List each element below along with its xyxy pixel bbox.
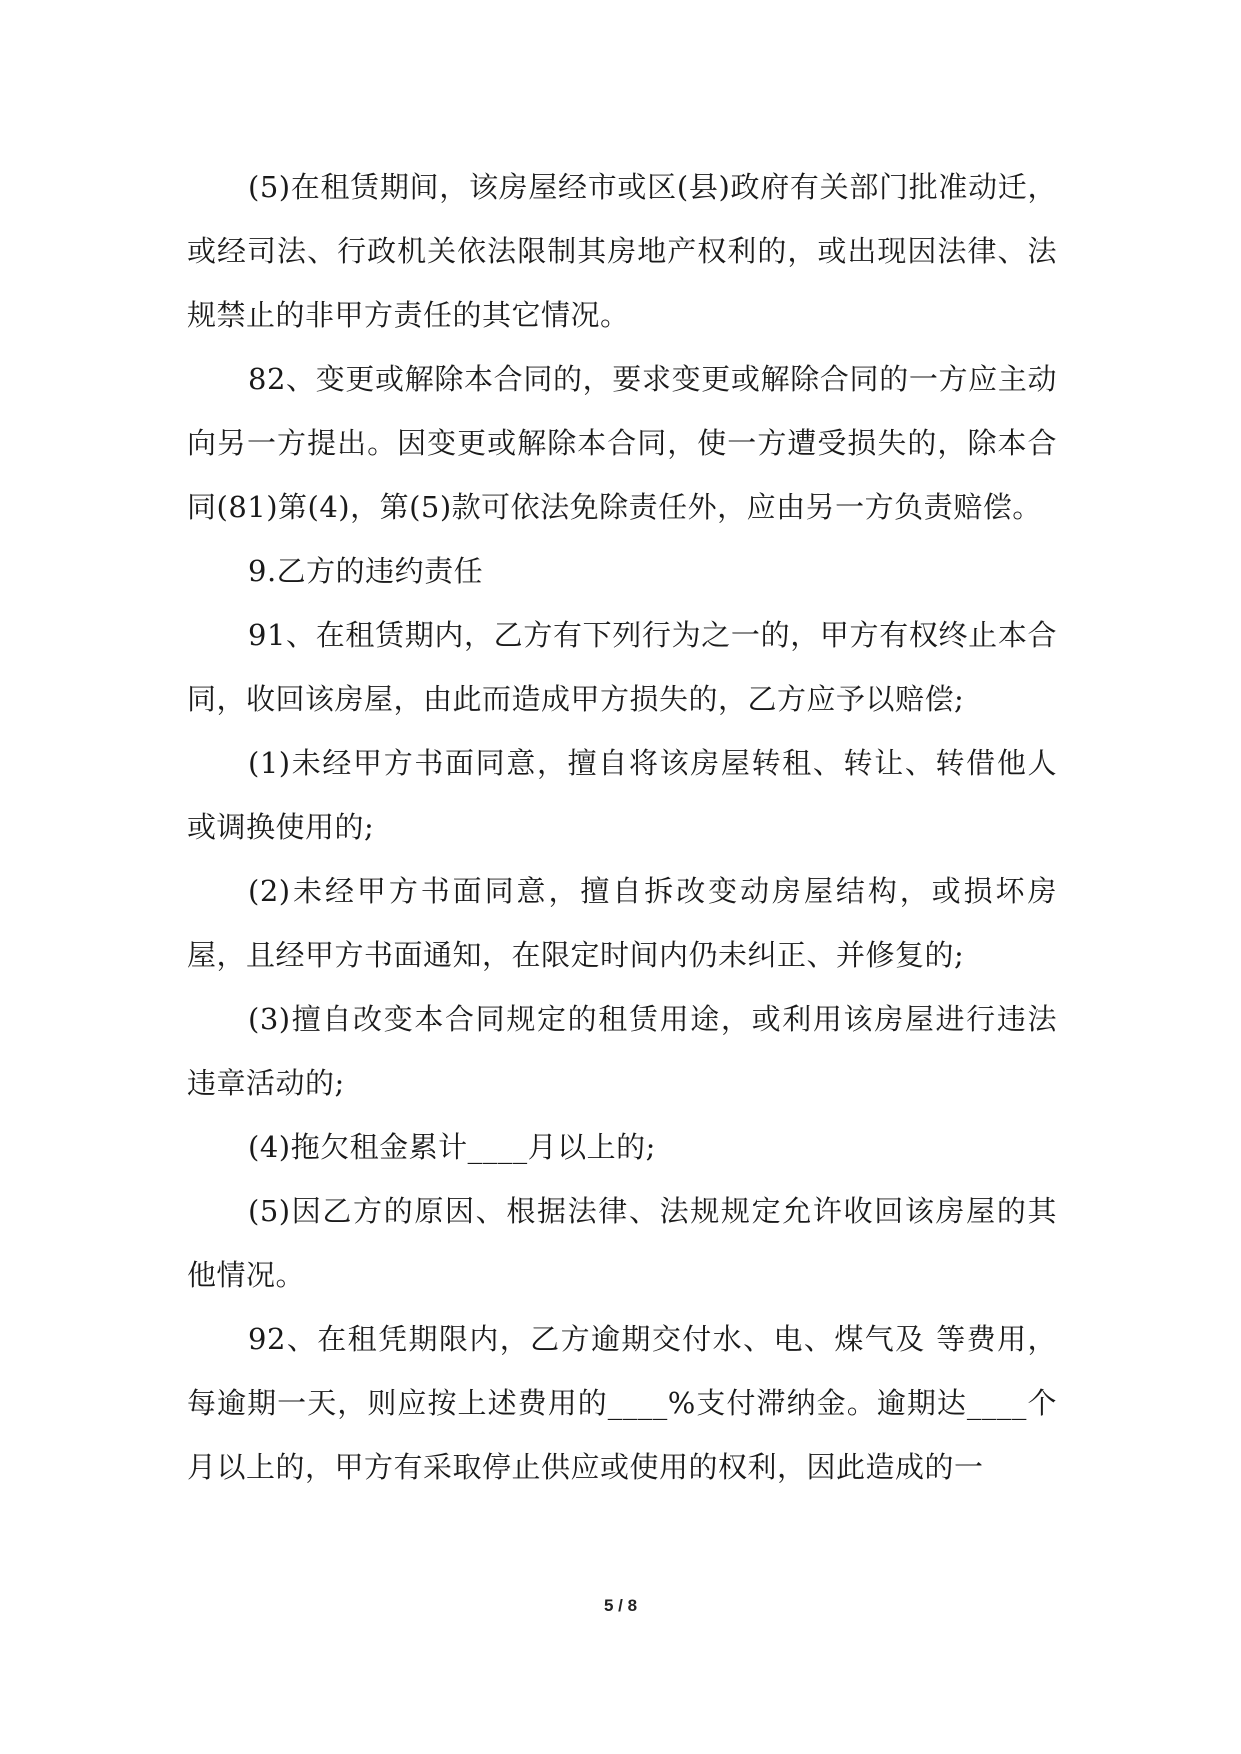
paragraph-91: 91、在租赁期内，乙方有下列行为之一的，甲方有权终止本合同，收回该房屋，由此而造成甲方损失的，乙方应予以赔偿; — [187, 618, 1057, 716]
paragraph-5-relocation: (5)在租赁期间，该房屋经市或区(县)政府有关部门批准动迁，或经司法、行政机关依法限制其房地产权利的，或出现因法律、法规禁止的非甲方责任的其它情况。 — [187, 170, 1057, 332]
section-heading-9: 9.乙方的违约责任 — [248, 554, 484, 588]
paragraph-91-item-5: (5)因乙方的原因、根据法律、法规规定允许收回该房屋的其他情况。 — [187, 1194, 1057, 1292]
paragraph-91-item-4: (4)拖欠租金累计____月以上的; — [248, 1130, 656, 1164]
paragraph-82-change-termination: 82、变更或解除本合同的，要求变更或解除合同的一方应主动向另一方提出。因变更或解除本合同，使一方遭受损失的，除本合同(81)第(4)，第(5)款可依法免除责任外，应由另一方负责赔偿。 — [187, 362, 1057, 524]
document-body — [187, 155, 1057, 1499]
paragraph-91-item-3: (3)擅自改变本合同规定的租赁用途，或利用该房屋进行违法违章活动的; — [187, 1002, 1057, 1100]
paragraph-92: 92、在租凭期限内，乙方逾期交付水、电、煤气及 等费用，每逾期一天，则应按上述费用的____%支付滞纳金。逾期达____个月以上的，甲方有采取停止供应或使用的权利，因此造成的一 — [187, 1322, 1057, 1484]
page-number: 5 / 8 — [603, 1596, 638, 1615]
paragraph-91-item-2: (2)未经甲方书面同意，擅自拆改变动房屋结构，或损坏房屋，且经甲方书面通知，在限定时间内仍未纠正、并修复的; — [187, 874, 1057, 972]
paragraph-91-item-1: (1)未经甲方书面同意，擅自将该房屋转租、转让、转借他人或调换使用的; — [187, 746, 1057, 844]
